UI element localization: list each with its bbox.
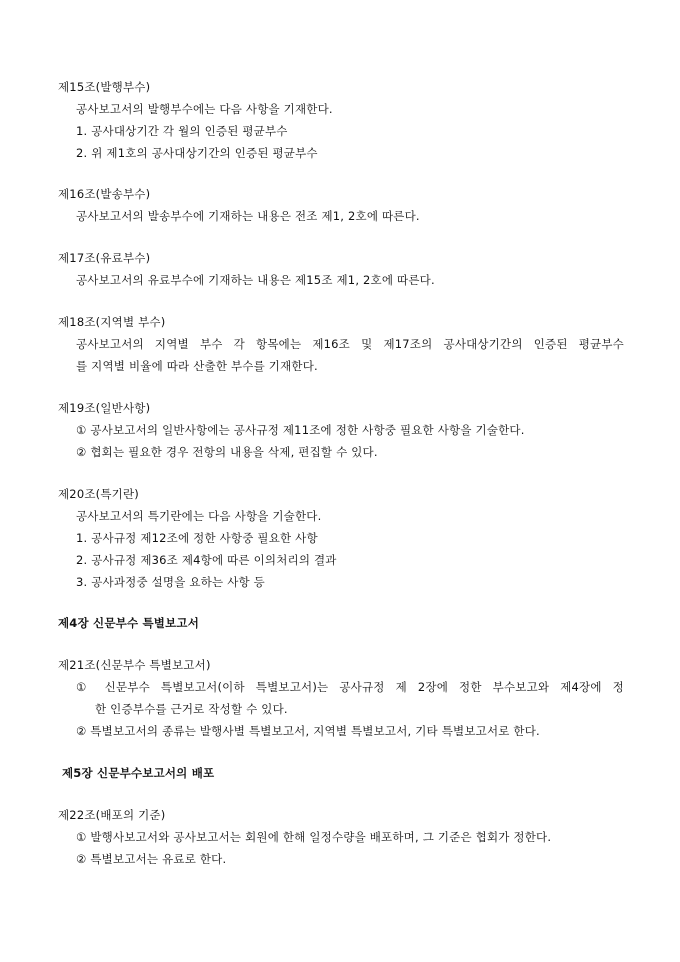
article-19-item-2: ② 협회는 필요한 경우 전항의 내용을 삭제, 편집할 수 있다. (76, 445, 378, 459)
article-20-item-2: 2. 공사규정 제36조 제4항에 따른 이의처리의 결과 (76, 553, 337, 567)
article-22-item-2: ② 특별보고서는 유료로 한다. (76, 852, 227, 866)
article-19-title: 제19조(일반사항) (58, 401, 151, 415)
article-18-title: 제18조(지역별 부수) (58, 315, 166, 329)
chapter-4-heading: 제4장 신문부수 특별보고서 (58, 616, 200, 630)
article-20-item-3: 3. 공사과정중 설명을 요하는 사항 등 (76, 575, 265, 589)
article-16-body: 공사보고서의 발송부수에 기재하는 내용은 전조 제1, 2호에 따른다. (76, 209, 420, 223)
article-17-body: 공사보고서의 유료부수에 기재하는 내용은 제15조 제1, 2호에 따른다. (76, 273, 435, 287)
article-15-title: 제15조(발행부수) (58, 80, 151, 94)
article-15-item-2: 2. 위 제1호의 공사대상기간의 인증된 평균부수 (76, 146, 318, 160)
article-15-intro: 공사보고서의 발행부수에는 다음 사항을 기재한다. (76, 102, 333, 116)
article-15-item-1: 1. 공사대상기간 각 월의 인증된 평균부수 (76, 124, 288, 138)
article-21-title: 제21조(신문부수 특별보고서) (58, 658, 211, 672)
article-20-title: 제20조(특기란) (58, 487, 139, 501)
article-21-item-1-line-2: 한 인증부수를 근거로 작성할 수 있다. (95, 702, 288, 716)
article-18-body-line-2: 를 지역별 비율에 따라 산출한 부수를 기재한다. (76, 359, 318, 373)
article-21-item-1-line-1: ① 신문부수 특별보고서(이하 특별보고서)는 공사규정 제 2장에 정한 부수보고와 제4장에 정 (76, 680, 624, 694)
article-21-item-2: ② 특별보고서의 종류는 발행사별 특별보고서, 지역별 특별보고서, 기타 특별보고서로 한다. (76, 724, 540, 738)
article-17-title: 제17조(유료부수) (58, 251, 151, 265)
article-18-body-line-1: 공사보고서의 지역별 부수 각 항목에는 제16조 및 제17조의 공사대상기간의 인증된 평균부수 (76, 337, 624, 351)
article-20-intro: 공사보고서의 특기란에는 다음 사항을 기술한다. (76, 509, 322, 523)
article-19-item-1: ① 공사보고서의 일반사항에는 공사규정 제11조에 정한 사항중 필요한 사항을 기술한다. (76, 423, 525, 437)
article-22-title: 제22조(배포의 기준) (58, 808, 166, 822)
article-22-item-1: ① 발행사보고서와 공사보고서는 회원에 한해 일정수량을 배포하며, 그 기준은 협회가 정한다. (76, 830, 552, 844)
article-20-item-1: 1. 공사규정 제12조에 정한 사항중 필요한 사항 (76, 531, 318, 545)
chapter-5-heading: 제5장 신문부수보고서의 배포 (62, 766, 215, 780)
article-16-title: 제16조(발송부수) (58, 187, 151, 201)
